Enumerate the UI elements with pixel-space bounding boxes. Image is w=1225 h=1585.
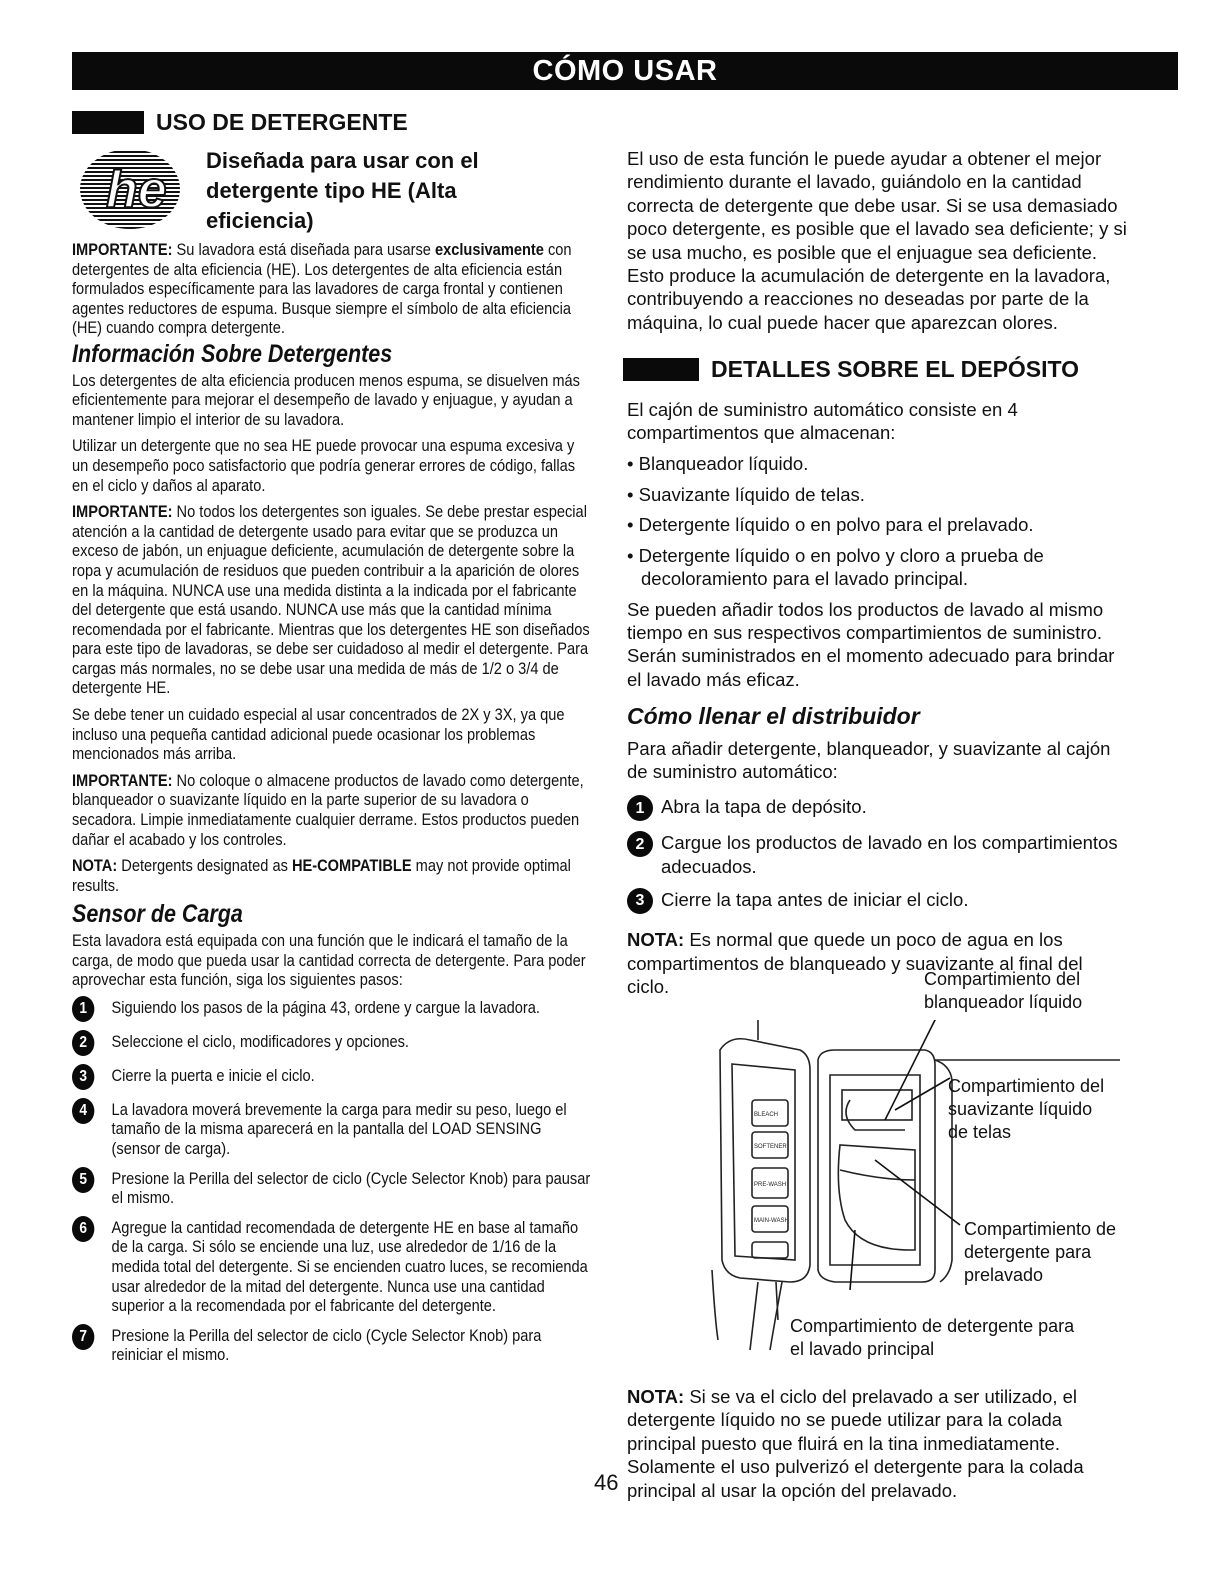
callout-softener: Compartimiento del suavizante líquido de telas <box>948 1076 1105 1142</box>
list-item: 1 Siguiendo los pasos de la página 43, ordene y cargue la lavadora. <box>72 998 591 1022</box>
list-item: 3 Cierre la puerta e inicie el ciclo. <box>72 1066 591 1090</box>
section-bar <box>623 358 699 381</box>
step-number-badge: 7 <box>72 1324 94 1350</box>
paragraph-he-info: Los detergentes de alta eficiencia producen menos espuma, se disuelven más eficientemente para mejorar el desempeño de lavado y enjuague, y ayudan a mantener limpio el interior de su lavadora. <box>72 370 580 429</box>
step-number-badge: 5 <box>72 1167 94 1193</box>
paragraph-dispenser-timing: Se pueden añadir todos los productos de lavado al mismo tiempo en sus respectivos compartimientos de suministro. Serán suministrados en el momento adecuado para brindar el lavado más eficaz. <box>627 598 1115 690</box>
list-item: 3 Cierre la tapa antes de iniciar el ciclo. <box>627 888 1127 914</box>
step-number-badge: 4 <box>72 1098 94 1124</box>
page-number: 46 <box>594 1470 619 1495</box>
section-heading-dispenser <box>623 358 1127 381</box>
paragraph-dispenser-intro: El cajón de suministro automático consiste en 4 compartimentos que almacenan: <box>627 398 1018 444</box>
callout-prewash: Compartimiento de detergente para prelavado <box>964 1219 1117 1285</box>
list-item: 1 Abra la tapa de depósito. <box>627 795 1127 821</box>
svg-text:BLEACH: BLEACH <box>754 1112 779 1118</box>
list-item: • Detergente líquido o en polvo para el prelavado. <box>627 514 1034 536</box>
step-number-badge: 3 <box>72 1064 94 1090</box>
paragraph-important-1: IMPORTANTE: Su lavadora está diseñada para usarse exclusivamente con detergentes de alta eficiencia (HE). Los detergentes de alta eficiencia están formulados específicamente para las lavadores de carga frontal y contienen agentes reductores de espuma. Busque siempre el símbolo de alta eficiencia (HE) cuando compra detergente. <box>72 240 572 338</box>
section-heading-detergent <box>72 109 408 136</box>
subheading-load-sensor: Sensor de Carga <box>72 900 243 929</box>
list-item: • Blanqueador líquido. <box>627 453 809 475</box>
right-column <box>627 147 1127 1006</box>
he-logo-icon <box>72 143 192 235</box>
callout-main-wash: Compartimiento de detergente para el lavado principal <box>790 1316 1075 1359</box>
step-number-badge: 6 <box>72 1216 94 1242</box>
paragraph-important-3: IMPORTANTE: No coloque o almacene productos de lavado como detergente, blanqueador o suavizante líquido en la parte superior de su lavadora o secadora. Limpie inmediatamente cualquier derrame. Estos productos pueden dañar el acabado y los controles. <box>72 770 584 849</box>
svg-text:MAIN-WASH: MAIN-WASH <box>754 1218 789 1224</box>
section-bar <box>72 111 144 134</box>
paragraph-note-prewash: NOTA: Si se va el ciclo del prelavado a ser utilizado, el detergente líquido no se puede utilizar para la colada principal puesto que fluirá en la tina inmediatamente. Solamente el uso pulverizó el detergente para la colada principal al usar la opción del prelavado. <box>627 1386 1084 1501</box>
section-title: DETALLES SOBRE EL DEPÓSITO <box>711 356 1080 383</box>
paragraph-non-he: Utilizar un detergente que no sea HE puede provocar una espuma excesiva y un desempeño poco satisfactorio que podría generar errores de código, fallas en el ciclo y daños al aparato. <box>72 436 576 495</box>
paragraph-fill-intro: Para añadir detergente, blanqueador, y suavizante al cajón de suministro automático: <box>627 737 1111 782</box>
paragraph-function-benefit: El uso de esta función le puede ayudar a obtener el mejor rendimiento durante el lavado, guiándolo en la cantidad correcta de detergente que debe usar. Si se usa demasiado poco detergente, es posible que el lavado sea deficiente; y si se usa mucho, es posible que el enjuague sea deficiente. Esto produce la acumulación de detergente en la lavadora, contribuyendo a reacciones no deseadas por parte de la máquina, lo cual puede hacer que aparezcan olores. <box>627 148 1127 333</box>
load-sensor-steps <box>72 998 591 1365</box>
list-item: • Detergente líquido o en polvo y cloro a prueba de decoloramiento para el lavado principal. <box>627 544 1044 590</box>
he-title: Diseñada para usar con el detergente tipo HE (Alta eficiencia) <box>206 148 479 233</box>
step-number-badge: 1 <box>72 996 94 1022</box>
step-number-badge: 2 <box>72 1030 94 1056</box>
list-item: 6 Agregue la cantidad recomendada de detergente HE en base al tamaño de la carga. Si sólo se enciende una luz, use alrededor de 1/16 de la medida total del detergente. Si se encienden cuatro luces, se recomienda usar alrededor de la mitad del detergente. Nunca use una cantidad superior a la recomendada por el fabricante del detergente. <box>72 1218 591 1316</box>
subheading-fill-dispenser: Cómo llenar el distribuidor <box>627 703 920 730</box>
paragraph-concentrates: Se debe tener un cuidado especial al usar concentrados de 2X y 3X, ya que incluso una pequeña cantidad adicional puede ocasionar los problemas mencionados más arriba. <box>72 705 565 764</box>
left-column <box>72 240 592 1375</box>
list-item: 5 Presione la Perilla del selector de ciclo (Cycle Selector Knob) para pausar el mismo. <box>72 1169 591 1208</box>
subheading-detergent-info: Información Sobre Detergentes <box>72 339 393 368</box>
step-number-badge: 3 <box>627 888 653 914</box>
list-item: 7 Presione la Perilla del selector de ciclo (Cycle Selector Knob) para reiniciar el mismo. <box>72 1326 591 1365</box>
paragraph-note-water: NOTA: Es normal que quede un poco de agua en los compartimentos de blanqueado y suavizante al final del ciclo. <box>627 929 1083 997</box>
paragraph-important-2: IMPORTANTE: No todos los detergentes son iguales. Se debe prestar especial atención a la cantidad de detergente usado para evitar que se produzca un exceso de jabón, un enjuague deficiente, acumulación de detergente sobre la ropa y acumulación de residuos que pueden contribuir a la aparición de olores en la máquina. NUNCA use una medida distinta a la indicada por el fabricante del detergente que está usando. NUNCA use más que la cantidad mínima recomendada por el fabricante. Mientras que los detergentes HE son diseñados para este tipo de lavadoras, se debe ser cuidadoso al medir el detergente. Para cargas más normales, no se debe usar una medida de más de 1/2 o 3/4 de detergente HE. <box>72 502 590 698</box>
list-item: 2 Seleccione el ciclo, modificadores y opciones. <box>72 1032 591 1056</box>
paragraph-note-he-compatible: NOTA: Detergents designated as HE-COMPATIBLE may not provide optimal results. <box>72 856 571 895</box>
list-item: 2 Cargue los productos de lavado en los compartimientos adecuados. <box>627 831 1127 878</box>
callout-bleach: Compartimiento del blanqueador líquido <box>924 969 1083 1012</box>
svg-text:he: he <box>106 161 167 219</box>
section-title: USO DE DETERGENTE <box>156 109 408 135</box>
step-number-badge: 1 <box>627 795 653 821</box>
paragraph-load-sensor: Esta lavadora está equipada con una función que le indicará el tamaño de la carga, de modo que pueda usar la cantidad correcta de detergente. Para poder aprovechar esta función, siga los siguientes pasos: <box>72 931 586 990</box>
step-number-badge: 2 <box>627 831 653 857</box>
list-item: • Suavizante líquido de telas. <box>627 483 865 505</box>
page-banner: CÓMO USAR <box>72 52 1178 90</box>
svg-text:PRE-WASH: PRE-WASH <box>754 1182 787 1188</box>
svg-text:SOFTENER: SOFTENER <box>754 1144 787 1150</box>
list-item: 4 La lavadora moverá brevemente la carga para medir su peso, luego el tamaño de la misma aparecerá en la pantalla del LOAD SENSING (sensor de carga). <box>72 1100 591 1159</box>
